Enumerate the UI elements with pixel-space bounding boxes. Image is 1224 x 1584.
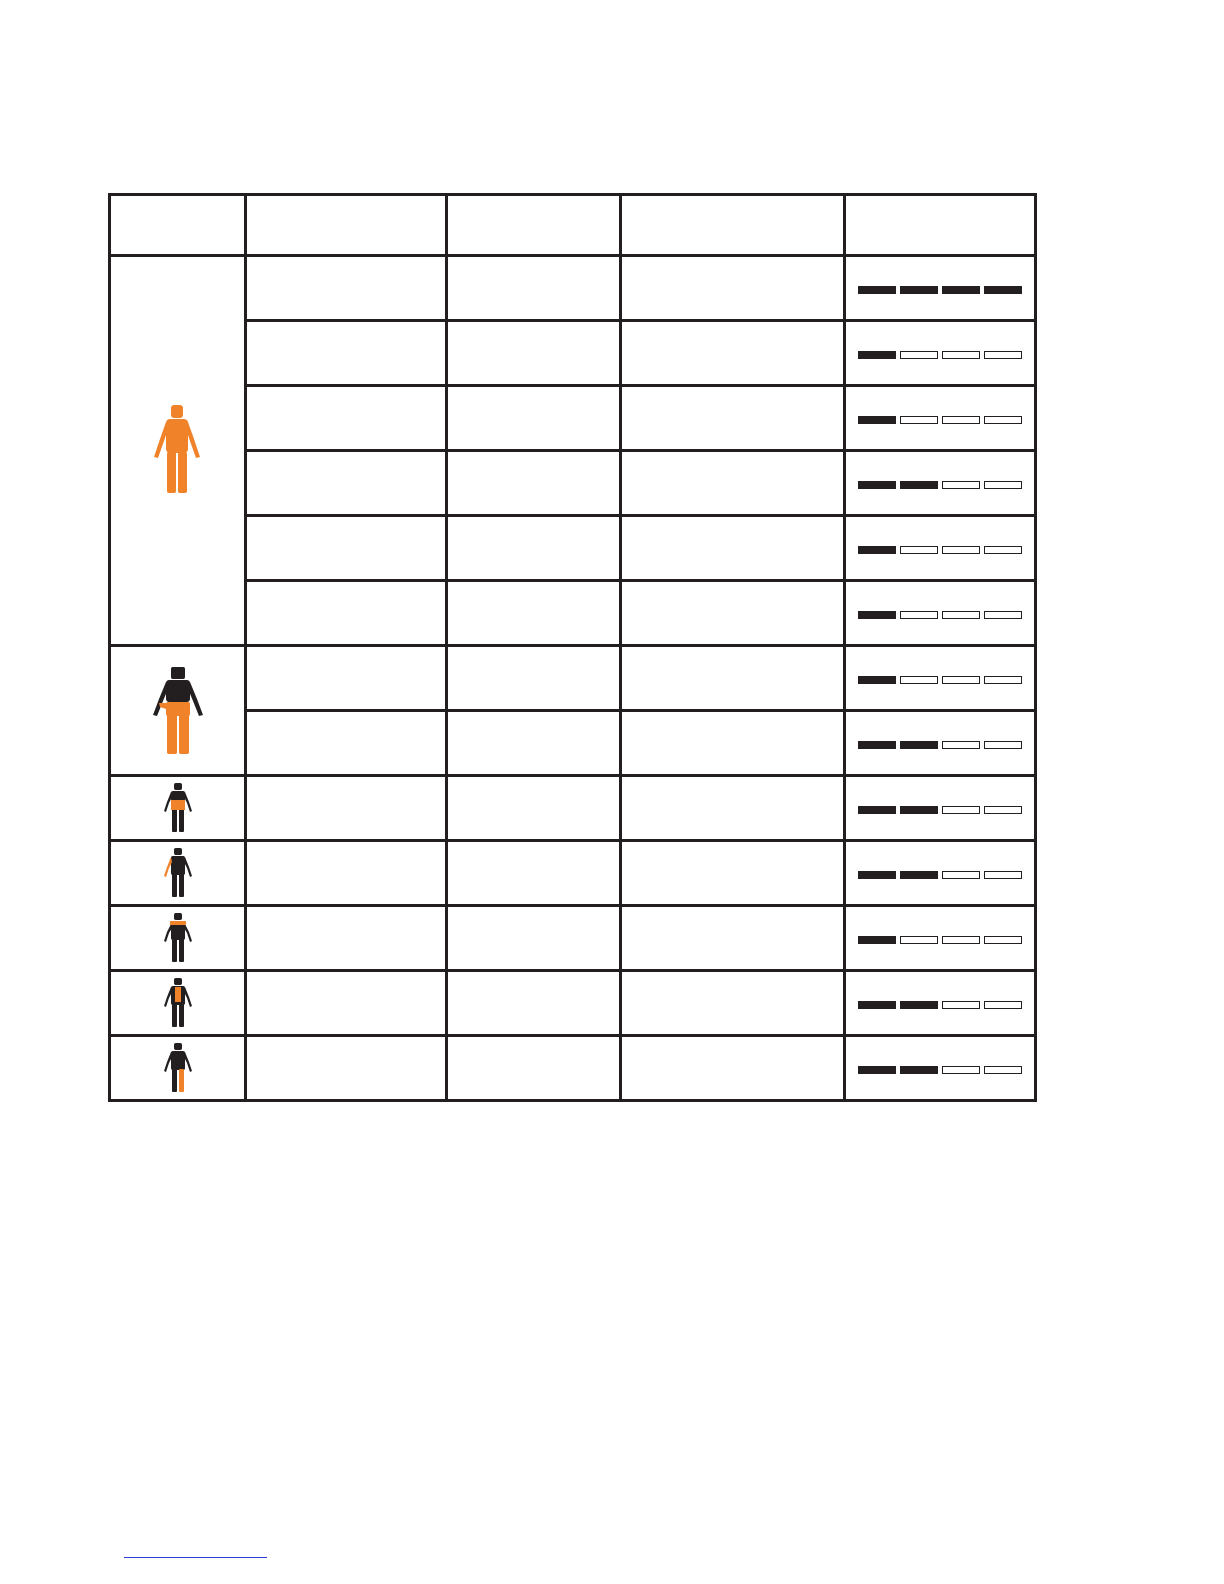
rating-bar [942,481,980,489]
table-cell [246,1036,447,1101]
rating-cell [845,646,1036,711]
rating-bar [984,351,1022,359]
table-row [110,321,1036,386]
table-cell [621,646,845,711]
table-cell [621,386,845,451]
header-cell [845,195,1036,256]
back-orange-icon [110,971,246,1036]
table-row [110,711,1036,776]
rating-bar [900,481,938,489]
rating-bar [984,871,1022,879]
rating-bar [900,546,938,554]
table-cell [246,841,447,906]
table-cell [447,256,621,321]
table-cell [447,516,621,581]
table-cell [246,516,447,581]
table-cell [246,321,447,386]
table-cell [447,971,621,1036]
header-cell [246,195,447,256]
rating-bar [900,611,938,619]
rating-cell [845,321,1036,386]
rating-bar [942,676,980,684]
rating-bar [984,1066,1022,1074]
rating-bar [858,806,896,814]
table-row [110,841,1036,906]
table-row [110,776,1036,841]
table-cell [246,711,447,776]
table-row [110,386,1036,451]
rating-bar [942,611,980,619]
rating-bar [942,351,980,359]
table-cell [447,776,621,841]
full-body-orange-icon [110,256,246,646]
table-cell [621,516,845,581]
rating-cell [845,776,1036,841]
lower-body-orange-icon [110,646,246,776]
rating-cell [845,581,1036,646]
rating-bar [858,741,896,749]
rating-bar [942,1001,980,1009]
rating-bar [858,481,896,489]
leg-orange-icon [110,1036,246,1101]
abdomen-orange-icon [110,776,246,841]
table-cell [447,906,621,971]
table-row [110,906,1036,971]
table-cell [621,1036,845,1101]
table-cell [447,1036,621,1101]
rating-cell [845,256,1036,321]
rating-cell [845,1036,1036,1101]
table-cell [621,776,845,841]
rating-bar [900,871,938,879]
rating-cell [845,711,1036,776]
rating-bar [858,936,896,944]
rating-bar [942,546,980,554]
rating-bar [984,286,1022,294]
rating-bar [984,611,1022,619]
rating-bar [984,416,1022,424]
rating-bar [900,286,938,294]
table-row [110,646,1036,711]
rating-bar [858,546,896,554]
table-cell [447,386,621,451]
rating-bar [984,1001,1022,1009]
rating-bar [942,741,980,749]
rating-bar [858,351,896,359]
table-cell [246,386,447,451]
rating-bar [858,286,896,294]
table-cell [246,971,447,1036]
rating-cell [845,386,1036,451]
rating-bar [900,806,938,814]
rating-bar [942,871,980,879]
rating-bar [942,416,980,424]
rating-bar [858,416,896,424]
table-cell [621,711,845,776]
rating-bar [984,741,1022,749]
table-cell [621,451,845,516]
footnote-rule [124,1557,267,1558]
header-cell [110,195,246,256]
table-cell [447,321,621,386]
rating-bar [942,936,980,944]
table-cell [447,581,621,646]
shoulder-orange-icon [110,906,246,971]
rating-bar [858,1066,896,1074]
table-row [110,971,1036,1036]
arm-orange-icon [110,841,246,906]
rating-bar [900,936,938,944]
table-cell [621,971,845,1036]
table-cell [621,321,845,386]
table-row [110,451,1036,516]
rating-bar [900,351,938,359]
table-cell [447,841,621,906]
table-cell [246,451,447,516]
rating-bar [984,806,1022,814]
table-cell [246,581,447,646]
table-cell [621,581,845,646]
rating-cell [845,516,1036,581]
header-cell [621,195,845,256]
rating-bar [858,676,896,684]
rating-cell [845,841,1036,906]
rating-bar [858,611,896,619]
rating-bar [900,741,938,749]
table-cell [246,906,447,971]
table-cell [246,256,447,321]
table-header-row [110,195,1036,256]
rating-bar [900,676,938,684]
rating-bar [858,1001,896,1009]
rating-bar [984,546,1022,554]
table-cell [447,646,621,711]
rating-bar [942,1066,980,1074]
table-cell [447,451,621,516]
rating-cell [845,451,1036,516]
table-cell [246,646,447,711]
rating-bar [900,416,938,424]
rating-cell [845,971,1036,1036]
rating-bar [858,871,896,879]
rating-bar [942,286,980,294]
table-cell [621,906,845,971]
table-row [110,256,1036,321]
rating-bar [942,806,980,814]
rating-bar [984,481,1022,489]
table-cell [621,841,845,906]
table-cell [447,711,621,776]
table-row [110,1036,1036,1101]
table-row [110,581,1036,646]
rating-bar [984,936,1022,944]
table-row [110,516,1036,581]
rating-bar [984,676,1022,684]
rating-bar [900,1001,938,1009]
table-cell [621,256,845,321]
exercise-table [108,193,1037,1102]
header-cell [447,195,621,256]
rating-cell [845,906,1036,971]
table-cell [246,776,447,841]
rating-bar [900,1066,938,1074]
